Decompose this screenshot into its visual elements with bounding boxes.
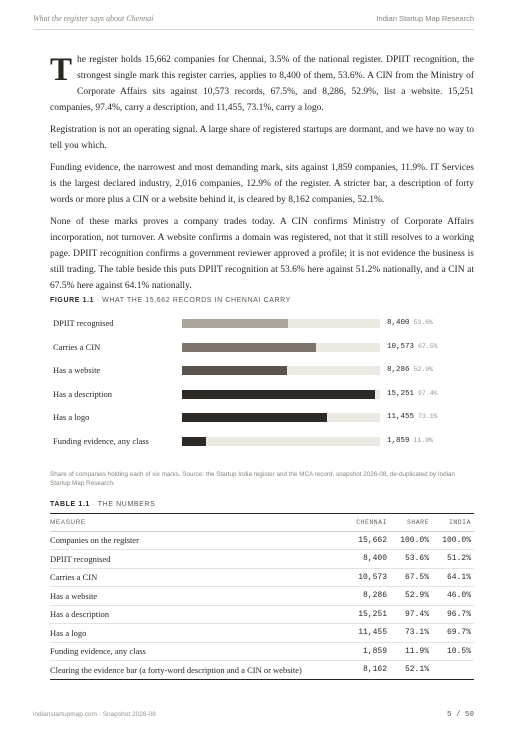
table-cell-value: 97.4%: [390, 605, 432, 624]
bar-category-label: Carries a CIN: [53, 341, 101, 352]
table-cell-measure: Companies on the register: [50, 531, 330, 550]
table-cell-value: 10.5%: [432, 642, 474, 661]
table-cell-value: 11.9%: [390, 642, 432, 661]
table-cell-value: 11,455: [330, 624, 390, 643]
table-row: [50, 531, 474, 550]
bar-value-label: [387, 366, 433, 374]
table-cell-value: 67.5%: [390, 568, 432, 587]
chart-row: [50, 363, 474, 379]
bar-count: 11,455: [387, 413, 415, 421]
dropcap: T: [50, 52, 73, 88]
bar-category-label: Has a description: [53, 388, 113, 399]
bar-percent: 67.5%: [418, 342, 438, 350]
table-cell-value: 46.0%: [432, 587, 474, 606]
table-cell-value: 8,286: [330, 587, 390, 606]
table-cell-measure: Carries a CIN: [50, 568, 330, 587]
chart-row: [50, 340, 474, 356]
bar-percent: 53.6%: [413, 319, 434, 326]
table-cell-measure: DPIIT recognised: [50, 550, 330, 569]
bar-category-label: Has a website: [53, 365, 101, 375]
bar-track: [182, 413, 380, 422]
table-cell-value: 100.0%: [432, 531, 474, 550]
bar-value-label: [387, 343, 438, 351]
bar-count: 15,251: [387, 389, 415, 398]
bar-count: 8,400: [387, 319, 410, 327]
header-publication: Indian Startup Map Research: [376, 14, 474, 23]
footer-source: indianstartupmap.com · Snapshot 2026-08: [33, 711, 156, 718]
chart-row: [50, 434, 474, 450]
table-cell-measure: Has a logo: [50, 624, 330, 643]
table-cell-measure: Clearing the evidence bar (a forty-word description and a CIN or website): [50, 661, 330, 680]
table-label: TABLE 1.1: [50, 501, 90, 508]
figure-heading: WHAT THE 15,662 RECORDS IN CHENNAI CARRY: [102, 297, 291, 304]
chart-row: [50, 410, 474, 426]
figure-title: FIGURE 1.1 · WHAT THE 15,662 RECORDS IN CHENNAI CARRY: [50, 297, 291, 304]
table-cell-value: 52.9%: [390, 587, 432, 606]
table-title: TABLE 1.1 · THE NUMBERS: [50, 501, 156, 508]
table-header-row: [50, 514, 474, 531]
table-cell-value: 15,251: [330, 605, 390, 624]
table-cell-value: 73.1%: [390, 624, 432, 643]
table-cell-value: 15,662: [330, 531, 390, 550]
col-header-india: INDIA: [432, 514, 474, 531]
table-cell-measure: Funding evidence, any class: [50, 642, 330, 661]
table-cell-value: 64.1%: [432, 568, 474, 587]
chart-row: [50, 316, 474, 332]
table-cell-measure: Has a description: [50, 605, 330, 624]
bar-category-label: Funding evidence, any class: [53, 435, 149, 446]
bar-category-label: Has a logo: [53, 412, 90, 422]
bar-value-label: [387, 390, 438, 398]
table-cell-value: 8,162: [330, 661, 390, 680]
bar-percent: 97.4%: [418, 389, 438, 397]
bar: [182, 319, 288, 328]
table-cell-value: 53.6%: [390, 550, 432, 569]
table-cell-value: 100.0%: [390, 531, 432, 550]
bar-count: 1,859: [387, 436, 410, 445]
paragraph-1: [50, 52, 474, 116]
running-header: [33, 14, 474, 28]
table-row: [50, 568, 474, 587]
page-number: 5 / 50: [446, 711, 474, 719]
table-row: [50, 661, 474, 680]
figure-caption: Share of companies holding each of six marks. Source: the Startup India register and the MCA record, snapshot 2026-08, de-duplicated by Indian Startup Map Research.: [50, 471, 455, 487]
table-row: [50, 605, 474, 624]
col-header-share: SHARE: [390, 514, 432, 531]
table-row: [50, 642, 474, 661]
bar-value-label: [387, 413, 438, 421]
table-heading: THE NUMBERS: [97, 501, 156, 508]
table-cell-value: 8,400: [330, 550, 390, 569]
table-cell-value: 51.2%: [432, 550, 474, 569]
numbers-table: [50, 514, 474, 680]
paragraph-4: None of these marks proves a company trades today. A CIN confirms Ministry of Corporate Affairs incorporation, not turnover. A website confirms a domain was registered, not that it still resolves to a working page. DPIIT recognition confirms a government reviewer approved a profile; it is not evidence the business is still trading. The table beside this puts DPIIT recognition at 53.6% here against 51.2% nationally, and a CIN at 67.5% here against 64.1% nationally.: [50, 217, 474, 291]
bar: [182, 413, 327, 422]
bar-value-label: [387, 437, 433, 445]
table-cell-value: 96.7%: [432, 605, 474, 624]
table-cell-value: 52.1%: [390, 661, 432, 680]
bar: [182, 366, 287, 375]
table-row: [50, 550, 474, 569]
header-rule: [33, 29, 474, 30]
bar: [182, 390, 375, 399]
bar-percent: 11.9%: [413, 436, 434, 444]
col-header-measure: MEASURE: [50, 514, 330, 531]
table-row: [50, 587, 474, 606]
paragraph-1-text: he register holds 15,662 companies for Chennai, 3.5% of the national register. DPIIT recognition, the strongest single mark this register carries, applies to 8,400 of them, 53.6%. A CIN from the Ministry of Corporate Affairs sits against 10,573 records, 67.5%, and 8,286, 52.9%, list a website. 15,251 companies, 97.4%, carry a description, and 11,455, 73.1%, carry a logo.: [50, 55, 474, 113]
bar-category-label: DPIIT recognised: [53, 318, 114, 328]
table-cell-value: 69.7%: [432, 624, 474, 643]
bar-count: 10,573: [387, 342, 415, 351]
page-footer: [33, 711, 474, 719]
chart-row: [50, 387, 474, 403]
paragraph-2: Registration is not an operating signal. A large share of registered startups are dormant, and we have no way to tell you which.: [50, 125, 474, 151]
bar-track: [182, 319, 380, 328]
bar: [182, 343, 316, 352]
header-section-title: What the register says about Chennai: [33, 14, 154, 23]
bar-track: [182, 366, 380, 375]
bar: [182, 437, 206, 446]
figure-label: FIGURE 1.1: [50, 297, 95, 304]
table-cell-value: 1,859: [330, 642, 390, 661]
table-cell-value: 10,573: [330, 568, 390, 587]
paragraph-3: Funding evidence, the narrowest and most demanding mark, sits against 1,859 companies, 11.9%. IT Services is the largest declared industry, 2,016 companies, 12.9% of the register. A stricter bar, a description of forty words or more plus a CIN or a website behind it, is cleared by 8,162 companies, 52.1%.: [50, 163, 474, 205]
bar-track: [182, 343, 380, 352]
bar-value-label: [387, 319, 433, 327]
table-row: [50, 624, 474, 643]
table-cell-measure: Has a website: [50, 587, 330, 606]
bar-track: [182, 390, 380, 399]
bar-percent: 52.9%: [413, 366, 434, 373]
bar-chart: [50, 316, 474, 458]
bar-track: [182, 437, 380, 446]
bar-percent: 73.1%: [418, 413, 438, 420]
body-text: [50, 52, 474, 300]
col-header-chennai: CHENNAI: [330, 514, 390, 531]
bar-count: 8,286: [387, 366, 410, 374]
table-cell-value: [432, 661, 474, 680]
